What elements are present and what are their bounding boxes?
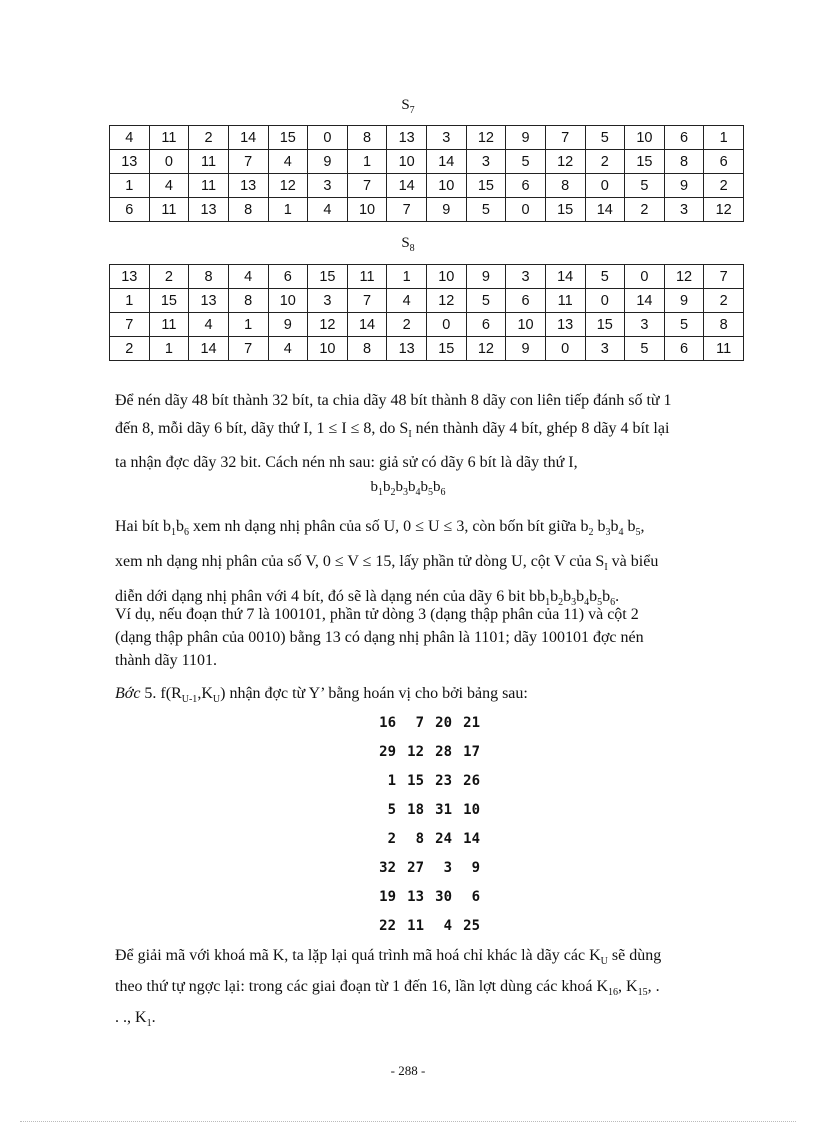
step5-line: Bớc 5. $f(R_{U-1},K_U)$ nhận đợc từ Y’ bằng hoán vị cho bởi bảng sau: xyxy=(115,685,528,706)
s7-cell: 4 xyxy=(308,198,348,222)
s7-cell: 7 xyxy=(545,126,585,150)
s7-cell: 8 xyxy=(347,126,387,150)
perm_rows-row xyxy=(368,795,480,824)
s8-cell: 11 xyxy=(347,265,387,289)
s7-cell: 6 xyxy=(664,126,704,150)
s7-cell: 4 xyxy=(149,174,189,198)
s8-cell: 4 xyxy=(189,313,229,337)
s7-cell: 7 xyxy=(387,198,427,222)
s8-cell: 4 xyxy=(228,265,268,289)
s7-caption xyxy=(0,97,816,116)
s8-cell: 6 xyxy=(466,313,506,337)
s8-cell: 14 xyxy=(347,313,387,337)
s8.rows-row xyxy=(110,265,744,289)
perm-cell: 19 xyxy=(379,888,396,905)
s8-cell: 1 xyxy=(149,337,189,361)
s8-cell: 5 xyxy=(664,313,704,337)
s7-cell: 5 xyxy=(506,150,546,174)
s8-cell: 7 xyxy=(228,337,268,361)
s7-cell: 1 xyxy=(704,126,744,150)
perm-cell: 28 xyxy=(435,743,452,760)
perm-cell: 30 xyxy=(435,888,452,905)
para2-line3: diễn dới dạng nhị phân với 4 bít, đó sẽ là dạng nén của dãy 6 bit $bb_1b_2b_3b_4b_5b_6$. xyxy=(115,588,620,609)
s7-table xyxy=(109,125,744,222)
s7-cell: 2 xyxy=(704,174,744,198)
s7-cell: 9 xyxy=(664,174,704,198)
s7-cell: 0 xyxy=(585,174,625,198)
perm_rows-row xyxy=(368,853,480,882)
bit-string: $b_1b_2b_3b_4b_5b_6$ xyxy=(370,479,446,498)
s7-cell: 2 xyxy=(189,126,229,150)
s8-cell: 9 xyxy=(506,337,546,361)
perm-cell: 10 xyxy=(463,801,480,818)
s7-cell: 9 xyxy=(308,150,348,174)
s7-cell: 4 xyxy=(110,126,150,150)
s8-caption xyxy=(0,235,816,254)
s7-cell: 15 xyxy=(625,150,665,174)
s7-cell: 9 xyxy=(506,126,546,150)
s7-cell: 13 xyxy=(189,198,229,222)
s7-cell: 10 xyxy=(347,198,387,222)
s7-label: S xyxy=(401,97,410,113)
s8-cell: 9 xyxy=(664,289,704,313)
s8-cell: 3 xyxy=(625,313,665,337)
s8-cell: 5 xyxy=(625,337,665,361)
perm-cell: 29 xyxy=(379,743,396,760)
s8-cell: 15 xyxy=(427,337,467,361)
perm-cell: 22 xyxy=(379,917,396,934)
s7-cell: 5 xyxy=(585,126,625,150)
s8-cell: 2 xyxy=(387,313,427,337)
s8-cell: 0 xyxy=(427,313,467,337)
s7.rows-row xyxy=(110,198,744,222)
s8-cell: 3 xyxy=(308,289,348,313)
s7-cell: 7 xyxy=(347,174,387,198)
perm-cell: 9 xyxy=(471,859,480,876)
s8-cell: 13 xyxy=(545,313,585,337)
perm-cell: 16 xyxy=(379,714,396,731)
s8-cell: 4 xyxy=(387,289,427,313)
perm-cell: 4 xyxy=(443,917,452,934)
s7-cell: 1 xyxy=(268,198,308,222)
s7-cell: 5 xyxy=(625,174,665,198)
perm-cell: 7 xyxy=(415,714,424,731)
perm-cell: 24 xyxy=(435,830,452,847)
s7-cell: 8 xyxy=(664,150,704,174)
s8-cell: 12 xyxy=(308,313,348,337)
s7-cell: 7 xyxy=(228,150,268,174)
s8-cell: 2 xyxy=(704,289,744,313)
s8-cell: 10 xyxy=(308,337,348,361)
s7-cell: 5 xyxy=(466,198,506,222)
s7-cell: 9 xyxy=(427,198,467,222)
s7.rows-row xyxy=(110,174,744,198)
s7-sub: 7 xyxy=(409,105,415,116)
s8-cell: 10 xyxy=(427,265,467,289)
s8-cell: 11 xyxy=(545,289,585,313)
perm-cell: 20 xyxy=(435,714,452,731)
s7-cell: 1 xyxy=(110,174,150,198)
perm-cell: 25 xyxy=(463,917,480,934)
s7-cell: 11 xyxy=(149,126,189,150)
s8.rows-row xyxy=(110,337,744,361)
s8-cell: 14 xyxy=(189,337,229,361)
s7-cell: 4 xyxy=(268,150,308,174)
s7-cell: 10 xyxy=(387,150,427,174)
s7-cell: 10 xyxy=(427,174,467,198)
s8-cell: 0 xyxy=(585,289,625,313)
s7-cell: 6 xyxy=(506,174,546,198)
paragraph-compression xyxy=(115,387,745,477)
s8-cell: 12 xyxy=(664,265,704,289)
s8-cell: 14 xyxy=(545,265,585,289)
s7-cell: 15 xyxy=(466,174,506,198)
perm-cell: 21 xyxy=(463,714,480,731)
s8-cell: 14 xyxy=(625,289,665,313)
para4-line1: Để giải mã với khoá mã K, ta lặp lại quá trình mã hoá chỉ khác là dãy các $K_U$ sẽ dùng xyxy=(115,947,662,968)
s8.rows-row xyxy=(110,313,744,337)
perm-cell: 8 xyxy=(415,830,424,847)
s7-cell: 2 xyxy=(585,150,625,174)
para2-line1: Hai bít $b_1b_6$ xem nh dạng nhị phân của số U, 0 ≤ U ≤ 3, còn bốn bít giữa $b_2$ $b_3b_4$ $b_5$, xyxy=(115,518,645,539)
perm-cell: 18 xyxy=(407,801,424,818)
s8.rows-row xyxy=(110,289,744,313)
s7-cell: 8 xyxy=(545,174,585,198)
s8-cell: 5 xyxy=(466,289,506,313)
page-bottom-rule xyxy=(20,1121,796,1122)
s7-cell: 3 xyxy=(466,150,506,174)
s7-cell: 3 xyxy=(308,174,348,198)
s7-cell: 0 xyxy=(149,150,189,174)
paragraph-decryption xyxy=(115,943,745,1037)
s8-cell: 15 xyxy=(308,265,348,289)
para3-line3: thành dãy 1101. xyxy=(115,652,218,669)
s7-cell: 0 xyxy=(506,198,546,222)
s7-cell: 11 xyxy=(189,174,229,198)
s7-cell: 3 xyxy=(427,126,467,150)
s7-cell: 6 xyxy=(110,198,150,222)
s8-cell: 8 xyxy=(228,289,268,313)
s7-cell: 14 xyxy=(228,126,268,150)
s7-cell: 13 xyxy=(110,150,150,174)
s7-cell: 12 xyxy=(466,126,506,150)
perm-cell: 15 xyxy=(407,772,424,789)
s7-cell: 14 xyxy=(585,198,625,222)
s8-cell: 9 xyxy=(268,313,308,337)
s8-cell: 8 xyxy=(347,337,387,361)
perm-cell: 23 xyxy=(435,772,452,789)
perm_rows-row xyxy=(368,911,480,940)
s8-cell: 11 xyxy=(149,313,189,337)
s7-cell: 6 xyxy=(704,150,744,174)
perm-cell: 14 xyxy=(463,830,480,847)
s7.rows-row xyxy=(110,126,744,150)
para2-line2: xem nh dạng nhị phân của số V, 0 ≤ V ≤ 15, lấy phần tử dòng U, cột V của $S_I$ và biểu xyxy=(115,553,659,574)
perm-cell: 6 xyxy=(471,888,480,905)
s8-cell: 8 xyxy=(704,313,744,337)
s7-cell: 12 xyxy=(704,198,744,222)
s7-cell: 15 xyxy=(268,126,308,150)
s8-cell: 11 xyxy=(704,337,744,361)
perm_rows-row xyxy=(368,824,480,853)
s8-cell: 7 xyxy=(347,289,387,313)
s7-cell: 10 xyxy=(625,126,665,150)
s7-cell: 12 xyxy=(268,174,308,198)
s8-cell: 4 xyxy=(268,337,308,361)
perm-cell: 32 xyxy=(379,859,396,876)
paragraph-example xyxy=(115,603,745,672)
s8-cell: 6 xyxy=(664,337,704,361)
s7-cell: 14 xyxy=(427,150,467,174)
s7-cell: 8 xyxy=(228,198,268,222)
s8-cell: 1 xyxy=(387,265,427,289)
s7-cell: 13 xyxy=(228,174,268,198)
para4-line3: . ., $K_1$. xyxy=(115,1009,156,1030)
s8-cell: 2 xyxy=(110,337,150,361)
s7-cell: 2 xyxy=(625,198,665,222)
perm_rows-row xyxy=(368,882,480,911)
s8-cell: 2 xyxy=(149,265,189,289)
perm-cell: 27 xyxy=(407,859,424,876)
s7-cell: 12 xyxy=(545,150,585,174)
s7-cell: 11 xyxy=(189,150,229,174)
s8-cell: 10 xyxy=(268,289,308,313)
perm-cell: 11 xyxy=(407,917,424,934)
permutation-table xyxy=(368,708,480,940)
perm-cell: 13 xyxy=(407,888,424,905)
perm-cell: 3 xyxy=(443,859,452,876)
s8-sub: 8 xyxy=(409,243,415,254)
perm-cell: 5 xyxy=(387,801,396,818)
s8-cell: 7 xyxy=(704,265,744,289)
s7-cell: 0 xyxy=(308,126,348,150)
s7-cell: 13 xyxy=(387,126,427,150)
s7-cell: 3 xyxy=(664,198,704,222)
s7.rows-row xyxy=(110,150,744,174)
s8-table xyxy=(109,264,744,361)
s8-cell: 1 xyxy=(110,289,150,313)
s8-cell: 9 xyxy=(466,265,506,289)
s7-cell: 1 xyxy=(347,150,387,174)
s8-cell: 0 xyxy=(545,337,585,361)
s8-cell: 6 xyxy=(506,289,546,313)
s8-cell: 12 xyxy=(466,337,506,361)
perm-cell: 31 xyxy=(435,801,452,818)
para1-line1: Để nén dãy 48 bít thành 32 bít, ta chia dãy 48 bít thành 8 dãy con liên tiếp đánh số từ 1 xyxy=(115,392,672,409)
s8-cell: 15 xyxy=(149,289,189,313)
perm-cell: 26 xyxy=(463,772,480,789)
step5-label: Bớc xyxy=(115,685,141,702)
s8-cell: 10 xyxy=(506,313,546,337)
s8-cell: 3 xyxy=(506,265,546,289)
s8-cell: 13 xyxy=(189,289,229,313)
perm_rows-row xyxy=(368,766,480,795)
s8-cell: 0 xyxy=(625,265,665,289)
s8-cell: 13 xyxy=(110,265,150,289)
perm-cell: 12 xyxy=(407,743,424,760)
s7-cell: 11 xyxy=(149,198,189,222)
s8-cell: 12 xyxy=(427,289,467,313)
s8-cell: 8 xyxy=(189,265,229,289)
para1-line2: đến 8, mỗi dãy 6 bít, dãy thứ I, 1 ≤ I ≤ 8, do $S_I$ nén thành dãy 4 bít, ghép 8 dãy 4 bít lại xyxy=(115,420,670,441)
paragraph-bits-meaning xyxy=(115,512,745,618)
perm-cell: 1 xyxy=(387,772,396,789)
s8-label: S xyxy=(401,235,410,251)
para3-line2: (dạng thập phân của 0010) bằng 13 có dạng nhị phân là 1101; dãy 100101 đợc nén xyxy=(115,629,644,646)
para4-line2: theo thứ tự ngợc lại: trong các giai đoạn từ 1 đến 16, lần lợt dùng các khoá $K_{16}$, $K_{15}$, . xyxy=(115,978,660,999)
page-number: - 288 - xyxy=(390,1063,426,1078)
perm-cell: 17 xyxy=(463,743,480,760)
s8-cell: 6 xyxy=(268,265,308,289)
s7-cell: 15 xyxy=(545,198,585,222)
para1-line3: ta nhận đợc dãy 32 bit. Cách nén nh sau: giả sử có dãy 6 bít là dãy thứ I, xyxy=(115,454,578,472)
para3-line1: Ví dụ, nếu đoạn thứ 7 là 100101, phần tử dòng 3 (dạng thập phân của 11) và cột 2 xyxy=(115,606,639,623)
perm_rows-row xyxy=(368,737,480,766)
s8-cell: 15 xyxy=(585,313,625,337)
s8-cell: 7 xyxy=(110,313,150,337)
s8-cell: 13 xyxy=(387,337,427,361)
s8-cell: 5 xyxy=(585,265,625,289)
perm-cell: 2 xyxy=(387,830,396,847)
perm_rows-row xyxy=(368,708,480,737)
s8-cell: 3 xyxy=(585,337,625,361)
s8-cell: 1 xyxy=(228,313,268,337)
s7-cell: 14 xyxy=(387,174,427,198)
